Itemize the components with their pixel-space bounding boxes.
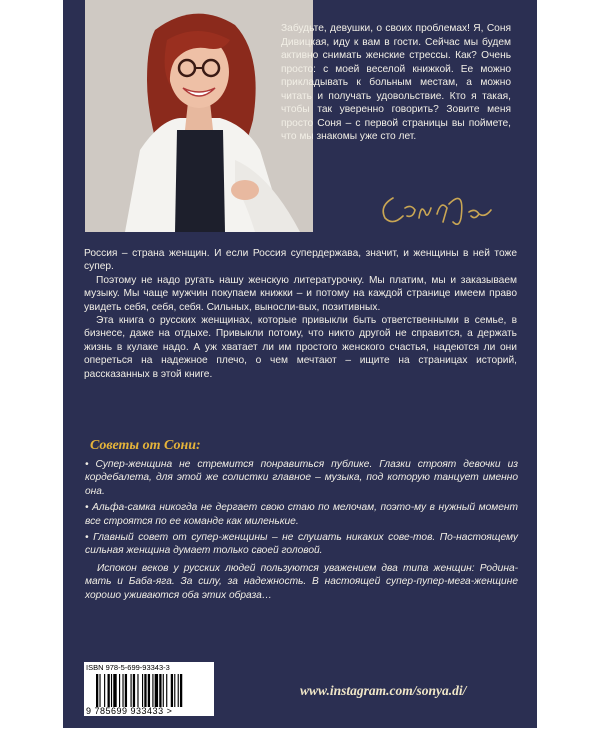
tip-item: • Главный совет от супер-женщины – не слушать никаких сове-тов. По-настоящему сильная женщина думает только своей головой. bbox=[85, 532, 518, 557]
description-paragraph-3: Эта книга о русских женщинах, которые привыкли быть ответственными в семье, в бизнесе, даже на отдыхе. Привыкли потому, что никто другой не справится, а держать жизнь в кулаке надо. А уж хватает ли им простого женского счастья, надеются ли они опереться на надежное плечо, о чем мечтают – ищите на страницах историй, рассказанных в этой книге. bbox=[84, 315, 517, 380]
closing-text: Испокон веков у русских людей пользуются уважением два типа женщин: Родина-мать и Баба-яга. За силу, за надежность. В настоящей супер-пупер-мега-женщине хорошо уживаются оба этих образа… bbox=[85, 562, 518, 601]
author-signature bbox=[375, 178, 495, 234]
tip-item: • Супер-женщина не стремится понравиться публике. Глазки строят девочки из кордебалета, для этой же солистки главное – музыка, под которую танцует именно она. bbox=[85, 459, 518, 497]
author-photo bbox=[85, 0, 313, 232]
intro-text: Забудьте, девушки, о своих проблемах! Я, Соня Дивицкая, иду к вам в гости. Сейчас мы будем активно снимать женские стрессы. Как? Очень просто: с моей веселой книжкой. Ее можно прикладывать к больным местам, а можно читать и получать удовольствие. Кто я такая, чтобы так уверенно говорить? Зовите меня просто Соня – с первой страницы вы поймете, что мы знакомы уже сто лет. bbox=[281, 23, 511, 142]
tip-item: • Альфа-самка никогда не дергает свою стаю по мелочам, поэто-му в нужный момент все строятся по ее команде как миленькие. bbox=[85, 502, 518, 527]
description-paragraph-1: Россия – страна женщин. И если Россия супердержава, значит, и женщины в ней тоже супер. bbox=[84, 248, 517, 273]
description-paragraph-2: Поэтому не надо ругать нашу женскую литературочку. Мы платим, мы и заказываем музыку. Мы чаще мужчин покупаем книжки – и потому на каждой странице имеем право увидеть себя, себя, себя. Сильных, выносли-вых, позитивных. bbox=[84, 274, 517, 313]
barcode-bars bbox=[96, 674, 210, 707]
isbn-barcode bbox=[84, 662, 214, 716]
isbn-label: ISBN 978-5-699-93343-3 bbox=[86, 663, 170, 672]
author-portrait-image bbox=[85, 0, 313, 232]
tips-title: Советы от Сони: bbox=[90, 438, 201, 453]
barcode-digits: 9 785699 933433 > bbox=[86, 706, 173, 716]
tips-list bbox=[85, 458, 518, 602]
signature-graphic bbox=[375, 178, 495, 234]
instagram-link[interactable]: www.instagram.com/sonya.di/ bbox=[300, 683, 467, 698]
description-text bbox=[84, 247, 517, 381]
back-cover bbox=[63, 0, 537, 728]
